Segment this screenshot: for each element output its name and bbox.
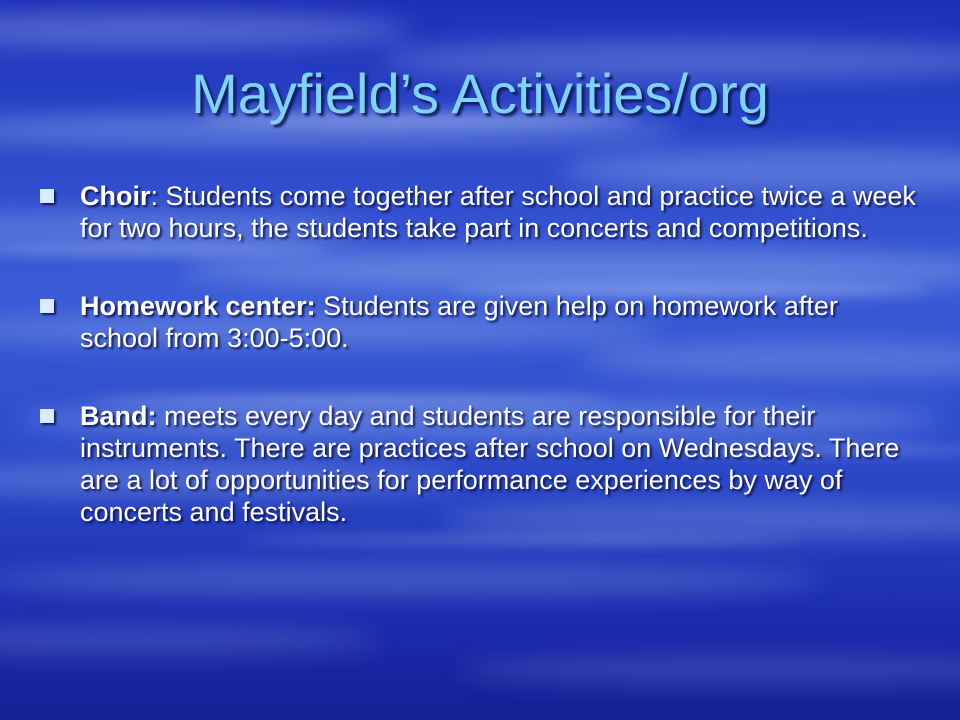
square-bullet-icon <box>40 409 54 423</box>
slide-title: Mayfield’s Activities/org <box>191 62 769 125</box>
bullet-item-band <box>40 400 920 528</box>
bullet-term: Band: <box>80 401 157 431</box>
square-bullet-icon <box>40 299 54 313</box>
bullet-item-choir <box>40 180 920 244</box>
bullet-text: Students are given help on homework after school from 3:00-5:00. <box>80 291 838 353</box>
bullet-term: Homework center: <box>80 291 316 321</box>
bullet-item-homework-center <box>40 290 920 354</box>
bullet-text: meets every day and students are responsible for their instruments. There are practices after school on Wednesdays. There are a lot of opportunities for performance experiences by way of concerts and festivals. <box>80 401 900 527</box>
square-bullet-icon <box>40 189 54 203</box>
bullet-term: Choir <box>80 181 151 211</box>
bullet-text: Students come together after school and practice twice a week for two hours, the students take part in concerts and competitions. <box>80 181 916 243</box>
bullet-separator: : <box>150 181 159 211</box>
bullet-list <box>40 180 920 528</box>
